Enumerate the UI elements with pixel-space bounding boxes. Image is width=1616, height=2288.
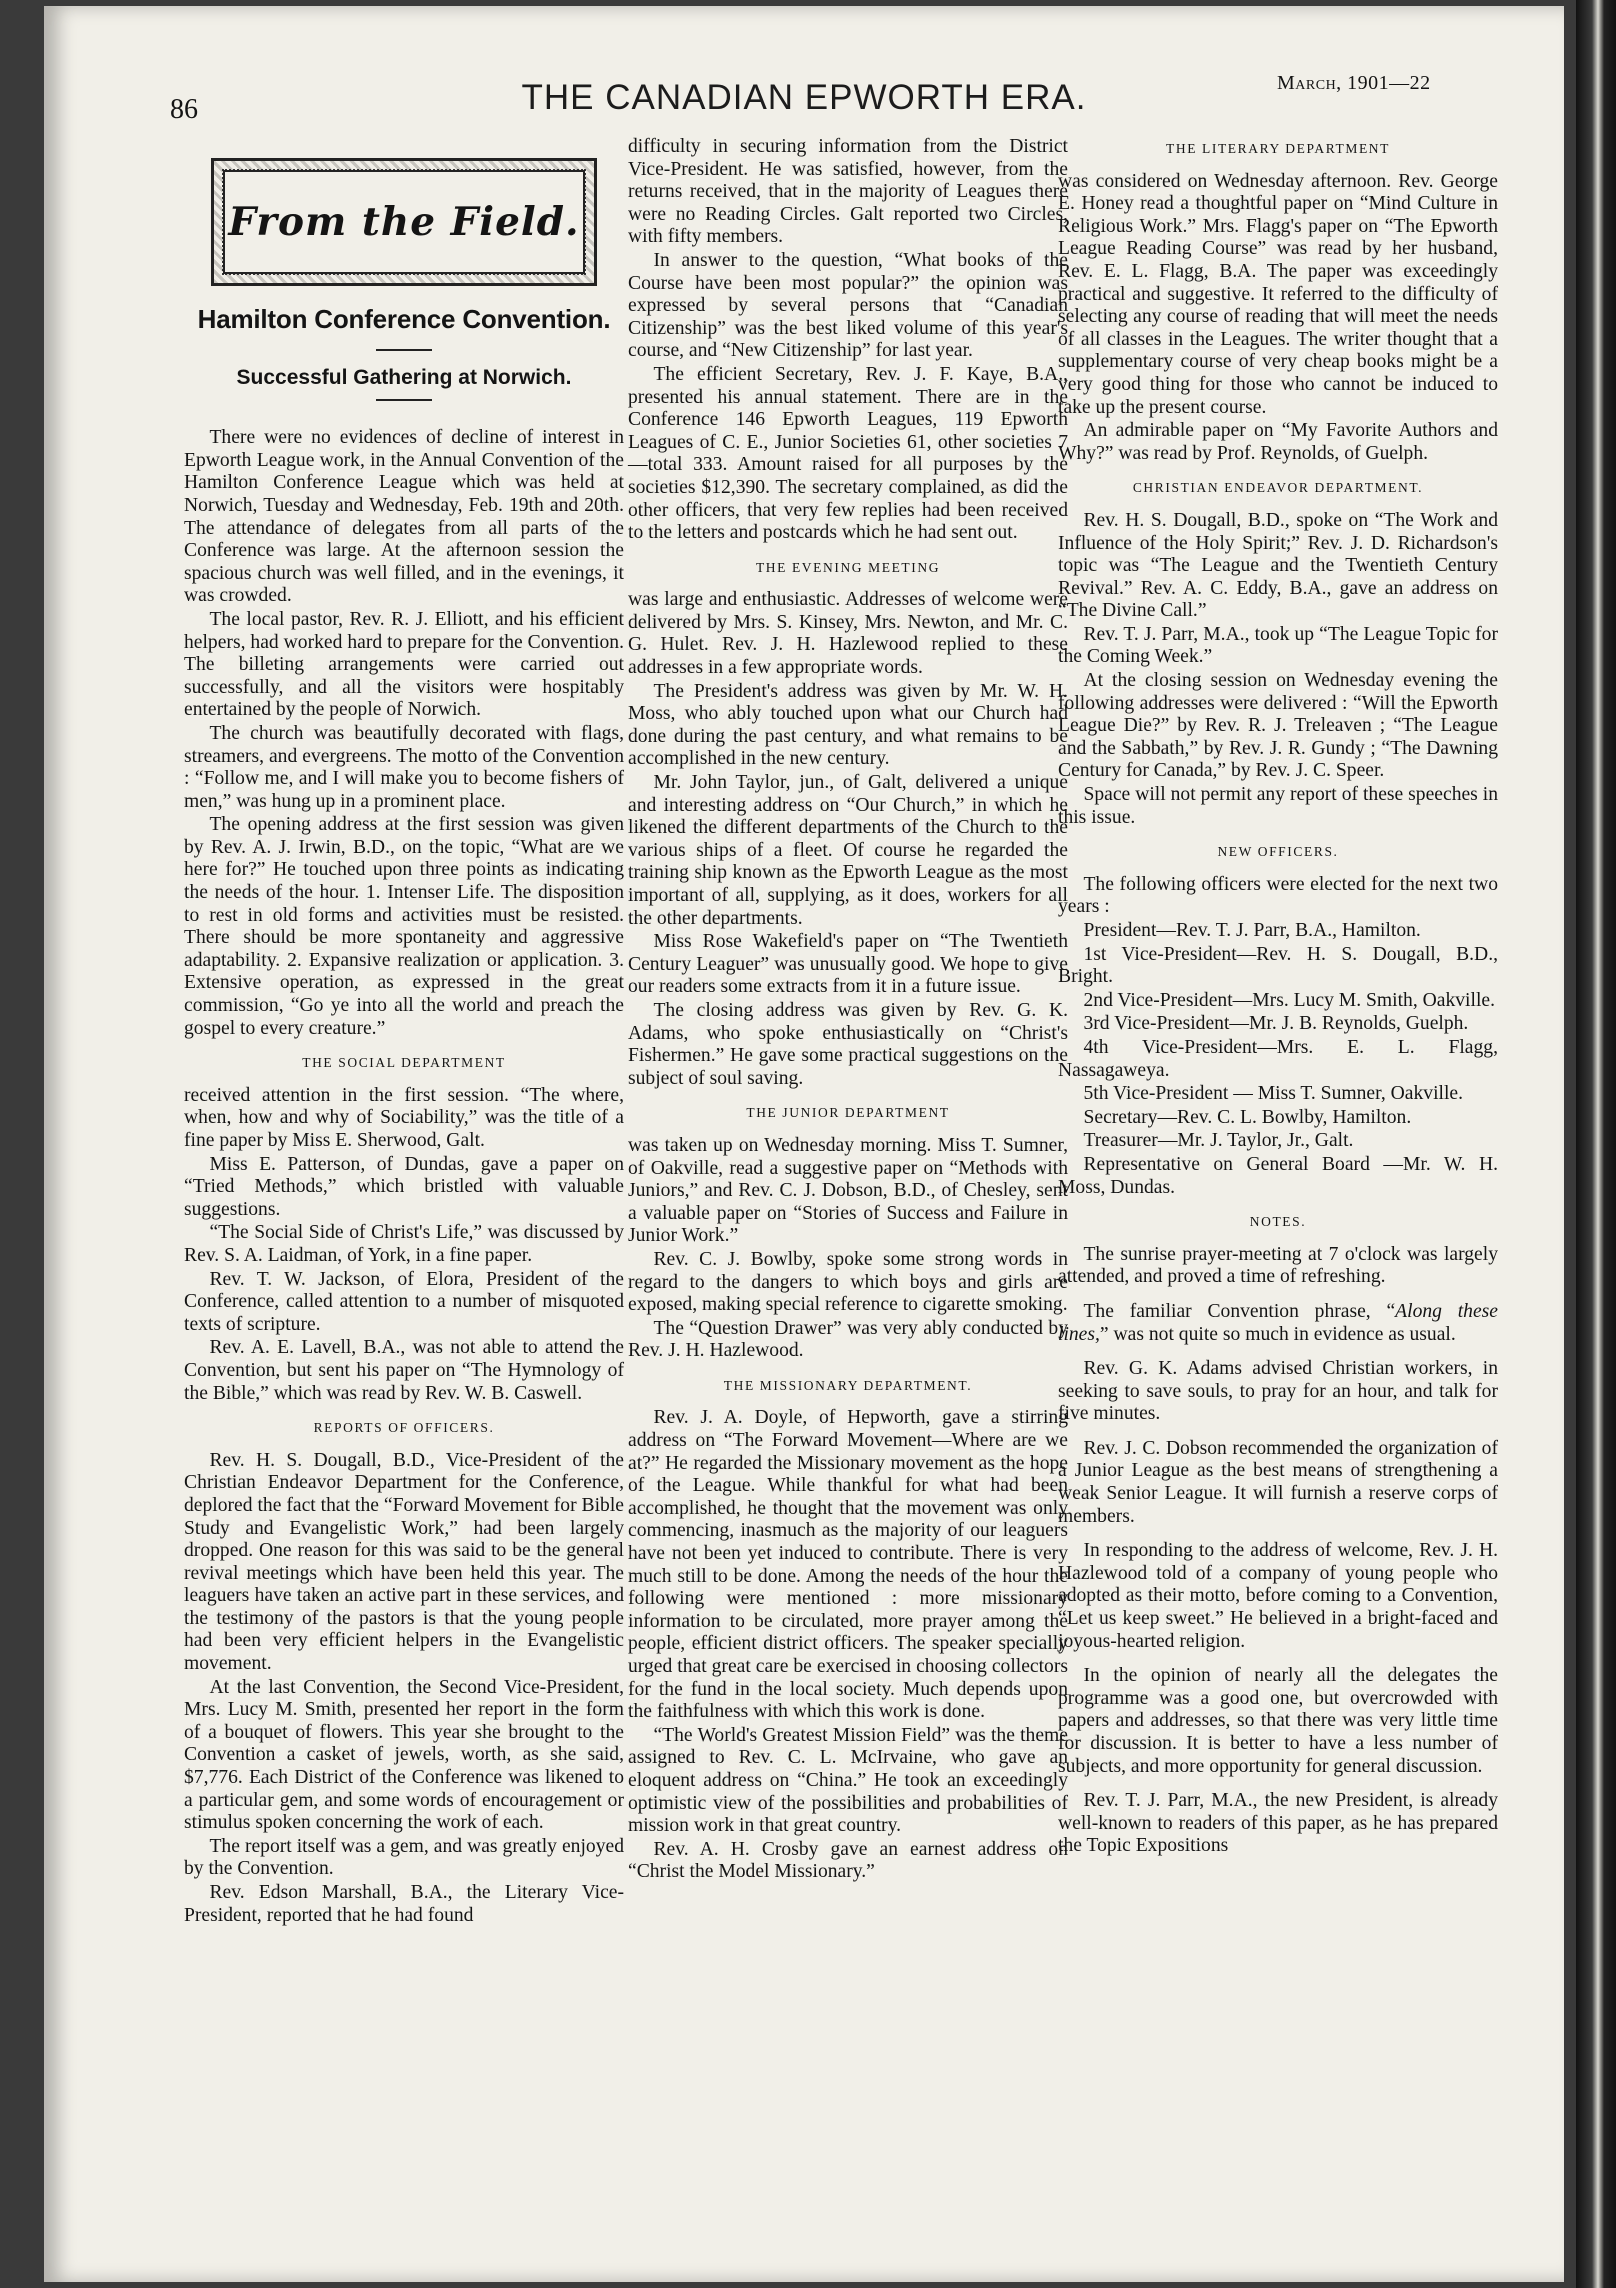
officer-entry: President—Rev. T. J. Parr, B.A., Hamilton. [1083,920,1421,941]
issue-date: March, 1901—22 [1277,72,1431,94]
column-1 [184,136,624,1928]
note: In the opinion of nearly all the delegates the programme was a good one, but overcrowded with papers and addresses, so that there was very little time for discussion. It is better to have a less number of subjects, and more opportunity for general discussion. [1058,1665,1498,1777]
column-3 [1058,136,1498,1870]
paragraph: received attention in the first session. “The where, when, how and why of Sociability,” was the title of a fine paper by Miss E. Sherwood, Galt. [184,1084,624,1151]
paragraph: “The Social Side of Christ's Life,” was discussed by Rev. S. A. Laidman, of York, in a fine paper. [184,1222,624,1266]
article-subtitle: Successful Gathering at Norwich. [236,365,572,389]
note [1058,1301,1498,1346]
section-heading-notes: NOTES. [1249,1214,1307,1230]
paragraph: At the last Convention, the Second Vice-President, Mrs. Lucy M. Smith, presented her report in the form of a bouquet of flowers. This year she brought to the Convention a casket of jewels, worth, as she said, $7,776. Each District of the Conference was likened to a particular gem, and some words of encouragement or stimulus spoken concerning the work of each. [184,1676,624,1834]
section-heading-reports: REPORTS OF OFFICERS. [313,1420,495,1436]
section-heading-social: THE SOCIAL DEPARTMENT [302,1055,506,1071]
title-divider [376,349,432,351]
paragraph: Space will not permit any report of these speeches in this issue. [1058,784,1498,828]
officer-entry: Treasurer—Mr. J. Taylor, Jr., Galt. [1083,1130,1354,1152]
paragraph: The closing address was given by Rev. G. K. Adams, who spoke enthusiastically on “Christ's Fishermen.” He gave some practical suggestions on the subject of soul saving. [628,999,1068,1089]
note: Rev. T. J. Parr, M.A., the new President, is already well-known to readers of this paper, as he has prepared the Topic Expositions [1058,1790,1498,1857]
page-header [44,64,1564,124]
section-heading-missionary: THE MISSIONARY DEPARTMENT. [723,1377,973,1393]
note: In responding to the address of welcome, Rev. J. H. Hazlewood told of a company of young people who adopted as their motto, before coming to a Convention, “Let us keep sweet.” He believed in a bright-faced and joyous-hearted religion. [1058,1540,1498,1652]
note-text: The familiar Convention phrase, “ [1083,1300,1396,1322]
paragraph: was taken up on Wednesday morning. Miss T. Sumner, of Oakville, read a suggestive paper on “Methods with Juniors,” and Rev. C. J. Dobson, B.D., of Chesley, sent a valuable paper on “Stories of Success and Failure in Junior Work.” [628,1134,1068,1247]
officer-entry: 2nd Vice-President—Mrs. Lucy M. Smith, Oakville. [1083,989,1495,1011]
section-heading-literary: THE LITERARY DEPARTMENT [1166,141,1390,156]
paragraph: Rev. A. H. Crosby gave an earnest address on “Christ the Model Missionary.” [628,1838,1068,1883]
paragraph: Rev. J. A. Doyle, of Hepworth, gave a stirring address on “The Forward Movement—Where are we at?” He regarded the Missionary movement as the hope of the League. While thankful for what had been accomplished, he thought that the movement was only commencing, inasmuch as the majority of our leaguers have not been yet induced to contribute. There is very much still to be done. Among the needs of the hour the following were mentioned : more missionary information to be circulated, more prayer among the people, efficient district officers. The speaker specially urged that great care be exercised in choosing collectors for the fund in the local society. Much depends upon the faithfulness with which this work is done. [628,1407,1068,1723]
officer-entry: 1st Vice-President—Rev. H. S. Dougall, B.D., Bright. [1058,943,1498,988]
note-text: ” was not quite so much in evidence as usual. [1099,1323,1456,1345]
section-heading-christian-endeavor: CHRISTIAN ENDEAVOR DEPARTMENT. [1132,480,1424,496]
article-title: Hamilton Conference Convention. [197,304,611,334]
subtitle-divider [376,399,432,401]
paragraph: Mr. John Taylor, jun., of Galt, delivered a unique and interesting address on “Our Church,” in which he likened the different departments of the Church to the various ships of a fleet. Of course he regarded the training ship known as the Epworth League as the most important of all, supplying, as it does, workers for all the other departments. [628,772,1068,929]
paragraph: Rev. T. J. Parr, M.A., took up “The League Topic for the Coming Week.” [1058,623,1498,668]
column-2 [628,136,1068,1885]
paragraph: Rev. H. S. Dougall, B.D., spoke on “The Work and Influence of the Holy Spirit;” Rev. J. D. Richardson's topic was “The League and the Twentieth Century Revival.” Rev. A. C. Eddy, B.A., gave an address on “The Divine Call.” [1058,509,1498,622]
section-heading-junior: THE JUNIOR DEPARTMENT [746,1105,950,1121]
officer-entry: Representative on General Board —Mr. W. H. Moss, Dundas. [1058,1153,1498,1198]
paragraph: was considered on Wednesday afternoon. Rev. George E. Honey read a thoughtful paper on “Mind Culture in Religious Work.” Mrs. Flagg's paper on “The Epworth League Reading Course” was read by her husband, Rev. E. L. Flagg, B.A. The paper was exceedingly practical and suggestive. It referred to the difficulty of selecting any course of reading that will meet the needs of all classes in the Leagues. The writer thought that a supplementary course of very cheap books might be a very good thing for those who cannot be induced to take up the present course. [1058,170,1498,418]
paragraph: was large and enthusiastic. Addresses of welcome were delivered by Mrs. S. Kinsey, Mrs. Newton, and Mr. C. G. Hulet. Rev. J. H. Hazlewood replied to these addresses in a few appropriate words. [628,589,1068,679]
note-italic-phrase: Along these lines, [1058,1300,1498,1345]
paragraph: The efficient Secretary, Rev. J. F. Kaye, B.A., presented his annual statement. There are in the Conference 146 Epworth Leagues, 119 Epworth Leagues of C. E., Junior Societies 61, other societies 7—total 333. Amount raised for all purposes by the societies $12,390. The secretary complained, as did the other officers, that very few replies had been received to the letters and postcards which he had sent out. [628,363,1068,544]
paragraph: difficulty in securing information from the District Vice-President. He was satisfied, however, from the returns received, that in the majority of Leagues there were no Reading Circles. Galt reported two Circles, with fifty members. [628,136,1068,248]
section-banner-title: From the Field. [228,198,580,245]
paragraph: Rev. H. S. Dougall, B.D., Vice-President of the Christian Endeavor Department for the Conference, deplored the fact that the “Forward Movement for Bible Study and Evangelistic Work,” had been largely dropped. One reason for this was said to be the general revival meetings which have been held this year. The leaguers have taken an active part in these services, and the testimony of the pastors is that the young people had been very efficient helpers in the Evangelistic movement. [184,1449,624,1675]
paragraph: The following officers were elected for the next two years : [1058,873,1498,918]
officer-entry: 3rd Vice-President—Mr. J. B. Reynolds, Guelph. [1083,1013,1469,1035]
section-banner-inner [223,170,585,274]
paragraph: There were no evidences of decline of interest in Epworth League work, in the Annual Convention of the Hamilton Conference League which was held at Norwich, Tuesday and Wednesday, Feb. 19th and 20th. The attendance of delegates from all parts of the Conference was large. At the afternoon session the spacious church was well filled, and in the evenings, it was crowded. [184,427,624,607]
paragraph: In answer to the question, “What books of the Course have been most popular?” the opinion was expressed by several persons that “Canadian Citizenship” was the best liked volume of this year's course, and “New Citizenship” for last year. [628,249,1068,362]
paragraph: The report itself was a gem, and was greatly enjoyed by the Convention. [184,1835,624,1880]
page-number: 86 [170,94,198,125]
paragraph: “The World's Greatest Mission Field” was the theme assigned to Rev. C. L. McIrvaine, who gave an eloquent address on “China.” He took an exceedingly optimistic view of the possibilities and probabilities of mission work in that great country. [628,1724,1068,1837]
paragraph: Rev. C. J. Bowlby, spoke some strong words in regard to the dangers to which boys and girls are exposed, making special reference to cigarette smoking. [628,1248,1068,1316]
paragraph: The President's address was given by Mr. W. H. Moss, who ably touched upon what our Church had done during the past century, and what remains to be accomplished in the new century. [628,680,1068,770]
paragraph: Rev. A. E. Lavell, B.A., was not able to attend the Convention, but sent his paper on “The Hymnology of the Bible,” which was read by Rev. W. B. Caswell. [184,1337,624,1404]
note: The sunrise prayer-meeting at 7 o'clock was largely attended, and proved a time of refreshing. [1058,1243,1498,1288]
paragraph: The opening address at the first session was given by Rev. A. J. Irwin, B.D., on the topic, “What are we here for?” He touched upon three points as indicating the needs of the hour. 1. Intenser Life. The disposition to rest in old forms and activities must be resisted. There should be more spontaneity and aggressive adaptability. 2. Expansive realization or application. 3. Extensive operation, as expressed in the great commission, “Go ye into all the world and preach the gospel to every creature.” [184,814,624,1039]
paragraph: An admirable paper on “My Favorite Authors and Why?” was read by Prof. Reynolds, of Guelph. [1058,420,1498,464]
note: Rev. G. K. Adams advised Christian workers, in seeking to save souls, to pray for an hour, and talk for five minutes. [1058,1358,1498,1425]
paragraph: The church was beautifully decorated with flags, streamers, and evergreens. The motto of the Convention : “Follow me, and I will make you to become fishers of men,” was hung up in a prominent place. [184,722,624,812]
section-heading-evening: THE EVENING MEETING [755,559,941,575]
masthead-title: THE CANADIAN EPWORTH ERA. [521,78,1087,117]
section-banner-frame [211,158,597,286]
paragraph: The “Question Drawer” was very ably conducted by Rev. J. H. Hazlewood. [628,1317,1068,1362]
paragraph: Miss E. Patterson, of Dundas, gave a paper on “Tried Methods,” which bristled with valuable suggestions. [184,1153,624,1220]
officer-entry: Secretary—Rev. C. L. Bowlby, Hamilton. [1083,1106,1412,1128]
paragraph: The local pastor, Rev. R. J. Elliott, and his efficient helpers, had worked hard to prepare for the Convention. The billeting arrangements were carried out successfully, and all the visitors were hospitably entertained by the people of Norwich. [184,608,624,721]
paragraph: Rev. T. W. Jackson, of Elora, President of the Conference, called attention to a number of misquoted texts of scripture. [184,1268,624,1335]
officer-entry: 5th Vice-President — Miss T. Sumner, Oakville. [1083,1083,1464,1105]
paragraph: Rev. Edson Marshall, B.A., the Literary Vice-President, reported that he had found [184,1882,624,1926]
section-heading-officers: NEW OFFICERS. [1217,844,1339,860]
note: Rev. J. C. Dobson recommended the organization of a Junior League as the best means of strengthening a weak Senior League. It will furnish a reserve corps of members. [1058,1437,1498,1527]
officer-entry: 4th Vice-President—Mrs. E. L. Flagg, Nassagaweya. [1058,1036,1498,1081]
scan-edge-shadow [1576,0,1616,2288]
magazine-page [44,6,1564,2282]
paragraph: At the closing session on Wednesday evening the following addresses were delivered : “Will the Epworth League Die?” by Rev. R. J. Treleaven ; “The League and the Sabbath,” by Rev. J. R. Gundy ; “The Dawning Century for Canada,” by Rev. J. C. Speer. [1058,670,1498,782]
paragraph: Miss Rose Wakefield's paper on “The Twentieth Century Leaguer” was unusually good. We hope to give our readers some extracts from it in a future issue. [628,931,1068,998]
